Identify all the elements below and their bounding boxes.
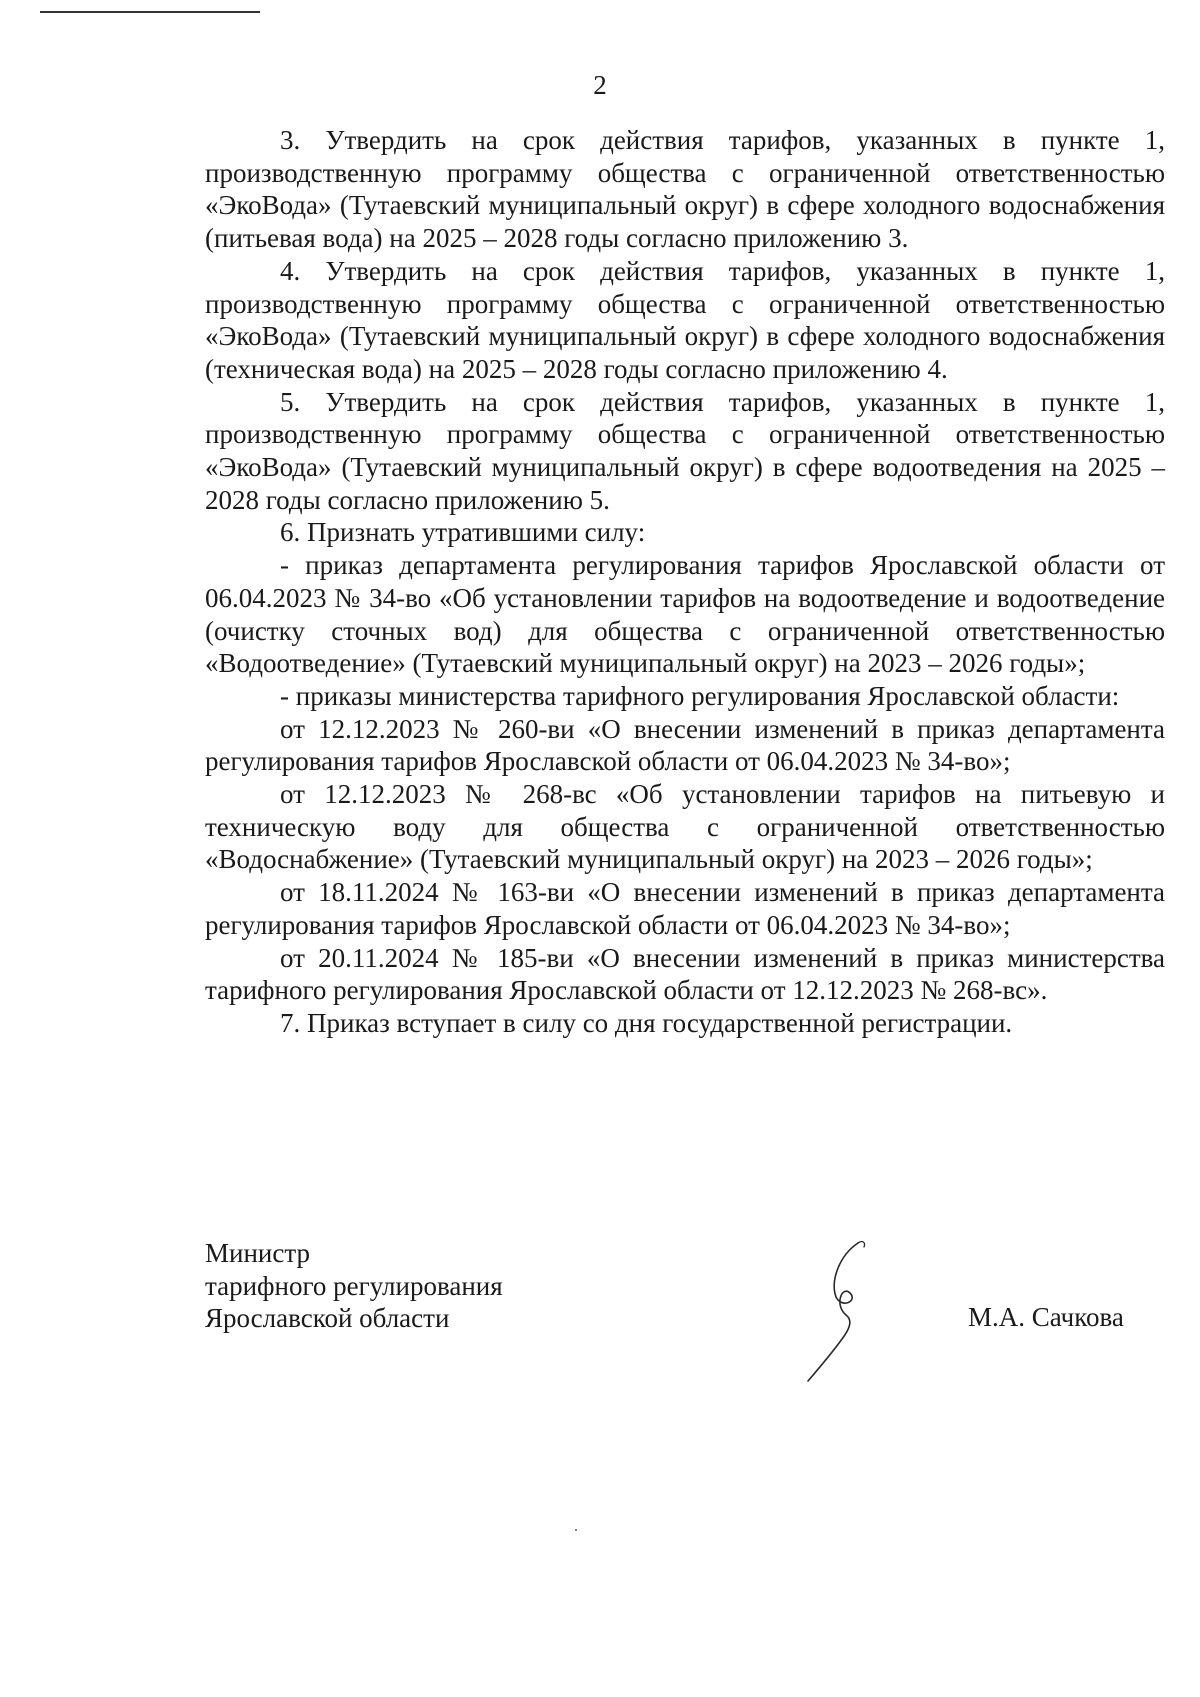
signatory-title-line: тарифного регулирования bbox=[205, 1270, 503, 1301]
repealed-orders-ministry: - приказы министерства тарифного регулирования Ярославской области: bbox=[280, 680, 1120, 711]
repealed-order-260: от 12.12.2023 № 260-ви «О внесении изменений в приказ департамента регулирования тарифов Ярославской области от 06.04.2023 № 34-во»; bbox=[205, 713, 1165, 777]
paragraph-item-5: 5. Утвердить на срок действия тарифов, указанных в пункте 1, производственную программу общества с ограниченной ответственностью «ЭкоВода» (Тутаевский муниципальный округ) в сфере водоотведения на 2025 – 2028 годы согласно приложению 5. bbox=[205, 386, 1165, 515]
paragraph-item-7: 7. Приказ вступает в силу со дня государственной регистрации. bbox=[280, 1007, 1013, 1038]
signatory-title-line: Ярославской области bbox=[205, 1303, 450, 1333]
repealed-order-163: от 18.11.2024 № 163-ви «О внесении изменений в приказ департамента регулирования тарифов Ярославской области от 06.04.2023 № 34-во»; bbox=[205, 877, 1165, 940]
scan-speck bbox=[575, 1529, 577, 1531]
signatory-title-line: Министр bbox=[205, 1238, 310, 1268]
paragraph-item-4: 4. Утвердить на срок действия тарифов, указанных в пункте 1, производственную программу общества с ограниченной ответственностью «ЭкоВода» (Тутаевский муниципальный округ) в сфере холодного водоснабжения (техническая вода) на 2025 – 2028 годы согласно приложению 4. bbox=[205, 255, 1165, 384]
paragraph-item-3: 3. Утвердить на срок действия тарифов, указанных в пункте 1, производственную программу общества с ограниченной ответственностью «ЭкоВода» (Тутаевский муниципальный округ) в сфере холодного водоснабжения (питьевая вода) на 2025 – 2028 годы согласно приложению 3. bbox=[205, 125, 1165, 254]
handwritten-signature bbox=[800, 1235, 920, 1385]
paragraph-item-6: 6. Признать утратившими силу: bbox=[280, 517, 646, 548]
repealed-order-185: от 20.11.2024 № 185-ви «О внесении изменений в приказ министерства тарифного регулирования Ярославской области от 12.12.2023 № 268-вс». bbox=[205, 942, 1165, 1006]
signatory-name: М.А. Сачкова bbox=[968, 1302, 1124, 1332]
repealed-order-268: от 12.12.2023 № 268-вс «Об установлении тарифов на питьевую и техническую воду для общества с ограниченной ответственностью «Водоснабжение» (Тутаевский муниципальный округ) на 2023 – 2026 годы»; bbox=[205, 779, 1165, 875]
page-number: 2 bbox=[593, 70, 607, 100]
document-body bbox=[205, 124, 1165, 1040]
repealed-order-departament: - приказ департамента регулирования тарифов Ярославской области от 06.04.2023 № 34-во «Об установлении тарифов на водоотведение и водоотведение (очистку сточных вод) для общества с ограниченной ответственностью «Водоотведение» (Тутаевский муниципальный округ) на 2023 – 2026 годы»; bbox=[205, 550, 1165, 679]
signatory-title bbox=[205, 1237, 503, 1335]
scan-edge-line bbox=[40, 11, 260, 13]
